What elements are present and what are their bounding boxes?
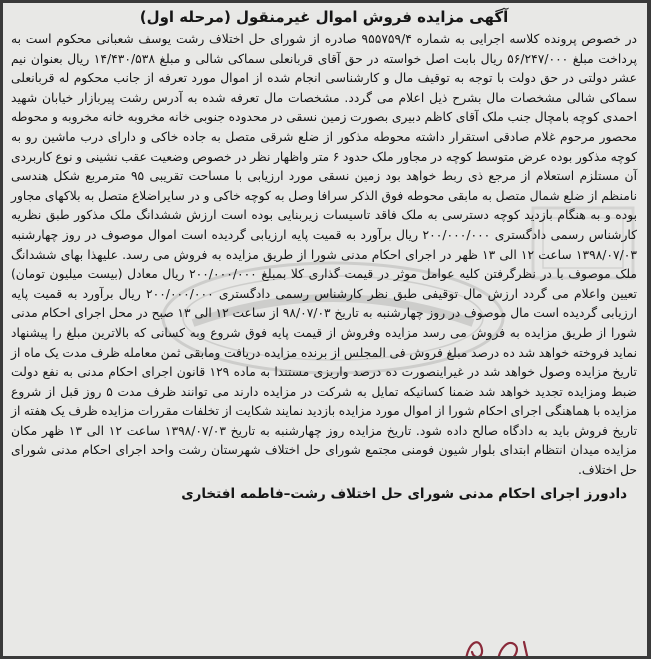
handwritten-mark xyxy=(458,630,538,659)
notice-body: در خصوص پرونده کلاسه اجرایی به شماره ۹۵۵۷۵۹/۴ صادره از شورای حل اختلاف رشت یوسف شعبانی محکوم است به پرداخت مبلغ ۵۶/۲۴۷/۰۰۰ ریال بابت اصل خواسته در حق آقای قربانعلی سماکی شالی و مبلغ ۱۴/۴۳۰/۵۳۸ ریال بعنوان نیم عشر دولتی در حق دولت با توجه به توقیف مال و کارشناسی انجام شده از اموال مورد تعرفه از جانب محکوم له قربانعلی سماکی شالی مشخصات مال بشرح ذیل اعلام می گردد. مشخصات مال تعرفه شده به آدرس رشت پیربازار خیابان شهید احمدی کوچه بامچال جنب ملک آقای کاظم دبیری بصورت زمین نسقی در محدوده جنوبی خانه مخروبه خانه مخروبه و محوطه محصور مرحوم غلام صادقی استقرار داشته محوطه مذکور از ضلع شرقی متصل به جاده خاکی و دارای درب ماشین رو به کوچه مذکور بوده عرض متوسط کوچه در مجاور ملک حدود ۶ متر واظهار نظر در خصوص وضعیت عقب نشینی و نوع کاربردی آن مستلزم استعلام از مرجع ذی ربط خواهد بود زمین نسقی مورد ارزیابی با مساحت تقریبی ۹۵ مترمربع شکل هندسی نامنظم از ضلع شمال متصل به مابقی محوطه فوق الذکر سرافا وصل به کوچه خاکی و در سایراضلاع متصل به بلاکهای مجاور بوده و به هنگام بازدید کوچه دسترسی به ملک فاقد تاسیسات زیربنایی بوده است ارزش ششدانگ ملک مذکور طبق نظریه کارشناس رسمی دادگستری ۲۰۰/۰۰۰/۰۰۰ ریال برآورد به قمیت پایه ارزیابی گردیده است اموال موصوف در روز چهارشنبه ۱۳۹۸/۰۷/۰۳ ساعت ۱۲ الی ۱۳ ظهر در اجرای احکام مدنی شورا از طریق مزایده به فروش می رسد. علیهذا بهای ششدانگ ملک موصوف با در نظرگرفتن کلیه عوامل موثر در قیمت گذاری کلا بمبلغ ۲۰۰/۰۰۰/۰۰۰ ریال معادل (بیست میلیون تومان) تعیین واعلام می گردد ارزش مال توقیفی طبق نظر کارشناس رسمی دادگستری ۲۰۰/۰۰۰/۰۰۰ ریال برآورد به قمیت پایه ارزیابی گردیده است مال موصوف در روز چهارشنبه به تاریخ ۹۸/۰۷/۰۳ از ساعت ۱۲ الی ۱۳ صبح در محل اجرای احکام مدنی شورا از طریق مزایده به فروش می رسد مزایده وفروش از قیمت پایه فوق شروع وبه کسانی که بالاترین مبلغ را پیشنهاد نماید فروخته خواهد شد ده درصد مبلغ فروش فی المجلس از برنده مزایده دریافت ومابقی ثمن معامله ظرف مدت یک ماه از تاریخ مزایده وصول خواهد شد در غیراینصورت ده درصد واریزی مستندا به ماده ۱۲۹ قانون اجرای احکام مدنی به نفع دولت ضبط ومزایده تجدید خواهد شد ضمنا کسانیکه تمایل به شرکت در مزایده دارند می توانند ظرف مدت ۵ روز قبل از شروع مزایده با هماهنگی اجرای احکام شورا از اموال مورد مزایده بازدید نمایند شکایت از تخلفات مقررات مزایده ظرف یک هفته از تاریخ فروش باید به دادگاه صالح داده شود. تاریخ مزایده روز چهارشنبه به تاریخ ۱۳۹۸/۰۷/۰۳ ساعت ۱۲ الی ۱۳ ظهر مکان مزایده میدان انتظام ابتدای بلوار شیون فومنی مجتمع شورای حل اختلاف شهرستان رشت واحد اجرای احکام مدنی شورای حل اختلاف. xyxy=(11,32,638,478)
notice-title: آگهی مزایده فروش اموال غیرمنقول (مرحله اول) xyxy=(139,8,509,26)
notice-content xyxy=(11,7,637,652)
notice-signature: دادورز اجرای احکام مدنی شورای حل اختلاف رشت–فاطمه افتخاری xyxy=(181,485,627,502)
